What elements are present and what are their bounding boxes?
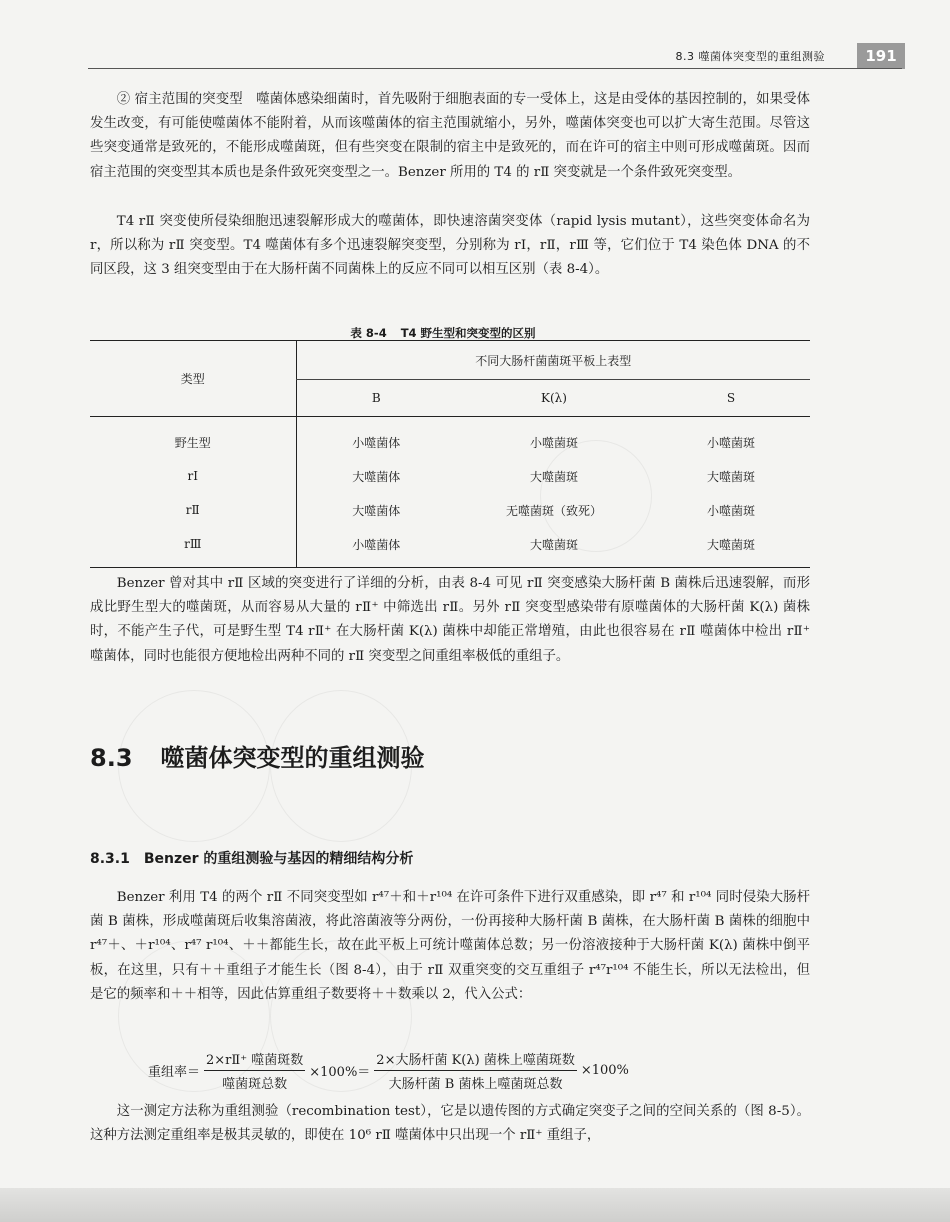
table-cell-type: rⅢ — [90, 527, 296, 568]
scan-bottom-edge — [0, 1188, 950, 1222]
recombination-formula — [148, 1048, 629, 1092]
table-cell: 小噬菌体 — [296, 417, 456, 460]
paragraph-benzer-analysis: Benzer 曾对其中 rⅡ 区域的突变进行了详细的分析，由表 8-4 可见 rⅡ 突变感染大肠杆菌 B 菌株后迅速裂解，而形成比野生型大的噬菌斑，从而容易从大量的 rⅡ⁺ 中筛选出 rⅡ。另外 rⅡ 突变型感染带有原噬菌体的大肠杆菌 K(λ) 菌株时，不能产生子代，可是野生型 T4 rⅡ⁺ 在大肠杆菌 K(λ) 菌株中却能正常增殖，由此也很容易在 rⅡ 噬菌体中检出 rⅡ⁺ 噬菌体，同时也能很方便地检出两种不同的 rⅡ 突变型之间重组率极低的重组子。 — [90, 576, 810, 664]
paragraph-rii-mutants: T4 rⅡ 突变使所侵染细胞迅速裂解形成大的噬菌体，即快速溶菌突变体（rapid lysis mutant），这些突变体命名为 r，所以称为 rⅡ 突变型。T4 噬菌体有多个迅速裂解突变型，分别称为 rⅠ，rⅡ，rⅢ 等，它们位于 T4 染色体 DNA 的不同区段，这 3 组突变型由于在大肠杆菌不同菌株上的反应不同可以相互区别（表 8-4）。 — [90, 214, 810, 278]
table-cell-type: 野生型 — [174, 435, 211, 450]
table-cell: 大噬菌斑 — [706, 469, 755, 484]
table-header-group: 不同大肠杆菌菌斑平板上表型 — [296, 341, 810, 380]
table-cell: 大噬菌斑 — [456, 527, 652, 568]
table-col-header: B — [296, 380, 456, 417]
table-row — [90, 493, 810, 527]
formula-fraction-1 — [204, 1049, 305, 1092]
section-number: 8.3 — [90, 744, 133, 772]
table-caption-title: T4 野生型和突变型的区别 — [400, 326, 536, 340]
formula-fraction-2 — [374, 1049, 577, 1092]
table-cell: 小噬菌斑 — [706, 435, 755, 450]
subsection-title: Benzer 的重组测验与基因的精细结构分析 — [143, 851, 414, 867]
formula-denominator: 大肠杆菌 B 菌株上噬菌斑总数 — [388, 1076, 563, 1092]
table-cell: 小噬菌斑 — [529, 435, 578, 450]
running-head: 8.3 噬菌体突变型的重组测验 — [675, 50, 825, 63]
table-cell: 大噬菌体 — [296, 459, 456, 493]
header-rule — [88, 68, 902, 69]
table-cell: 小噬菌斑 — [706, 503, 755, 518]
page-number: 191 — [857, 43, 905, 69]
table-cell: 大噬菌体 — [296, 493, 456, 527]
table-col-header: K(λ) — [456, 380, 652, 417]
paragraph-sensitivity: 这一测定方法称为重组测验（recombination test），它是以遗传图的方式确定突变子之间的空间关系的（图 8-5）。这种方法测定重组率是极其灵敏的，即使在 10⁶ rⅡ 噬菌体中只出现一个 rⅡ⁺ 重组子， — [90, 1104, 810, 1144]
table-cell: 大噬菌斑 — [529, 469, 578, 484]
formula-tail: ×100% — [580, 1062, 629, 1078]
table-caption — [90, 325, 810, 341]
table-cell: 无噬菌斑（致死） — [505, 503, 602, 518]
table-header-type: 类型 — [90, 341, 296, 417]
paragraph-recombination-test: Benzer 利用 T4 的两个 rⅡ 不同突变型如 r⁴⁷＋和＋r¹⁰⁴ 在许可条件下进行双重感染，即 r⁴⁷ 和 r¹⁰⁴ 同时侵染大肠杆菌 B 菌株，形成噬菌斑后收集溶菌液，将此溶菌液等分两份，一份再接种大肠杆菌 B 菌株，在大肠杆菌 B 菌株的细胞中 r⁴⁷＋、＋r¹⁰⁴、r⁴⁷ r¹⁰⁴、＋＋都能生长，故在此平板上可统计噬菌体总数；另一份溶液接种于大肠杆菌 K(λ) 菌株中倒平板，在这里，只有＋＋重组子才能生长（图 8-4），由于 rⅡ 双重突变的交互重组子 r⁴⁷r¹⁰⁴ 不能生长，所以无法检出，但是它的频率和＋＋相等，因此估算重组子数要将＋＋数乘以 2，代入公式： — [90, 890, 810, 1002]
paragraph-host-range: ② 宿主范围的突变型 噬菌体感染细菌时，首先吸附于细胞表面的专一受体上，这是由受体的基因控制的，如果受体发生改变，有可能使噬菌体不能附着，从而该噬菌体的宿主范围就缩小，另外，噬菌体突变也可以扩大寄生范围。尽管这些突变通常是致死的，不能形成噬菌斑，但有些突变在限制的宿主中是致死的，而在许可的宿主中则可形成噬菌斑。因而宿主范围的突变型其本质也是条件致死突变型之一。Benzer 所用的 T4 的 rⅡ 突变就是一个条件致死突变型。 — [90, 92, 810, 180]
section-title: 噬菌体突变型的重组测验 — [160, 744, 425, 772]
table-cell-type: rⅡ — [185, 503, 200, 517]
table-row — [90, 417, 810, 460]
table-caption-label: 表 8-4 — [350, 326, 387, 340]
formula-mid: ×100%＝ — [309, 1064, 371, 1080]
subsection-heading — [90, 848, 413, 868]
table-col-header: S — [652, 380, 810, 417]
table-row — [90, 459, 810, 493]
table-cell: 大噬菌斑 — [652, 527, 810, 568]
table-row — [90, 527, 810, 568]
subsection-number: 8.3.1 — [90, 851, 130, 867]
formula-denominator: 噬菌斑总数 — [222, 1076, 288, 1092]
formula-numerator: 2×大肠杆菌 K(λ) 菌株上噬菌斑数 — [374, 1049, 577, 1071]
table-cell: 小噬菌体 — [296, 527, 456, 568]
phenotype-table — [90, 340, 810, 568]
section-heading — [90, 738, 425, 773]
formula-numerator: 2×rⅡ⁺ 噬菌斑数 — [204, 1049, 305, 1071]
formula-lhs: 重组率＝ — [148, 1064, 201, 1080]
table-cell-type: rⅠ — [187, 469, 198, 483]
